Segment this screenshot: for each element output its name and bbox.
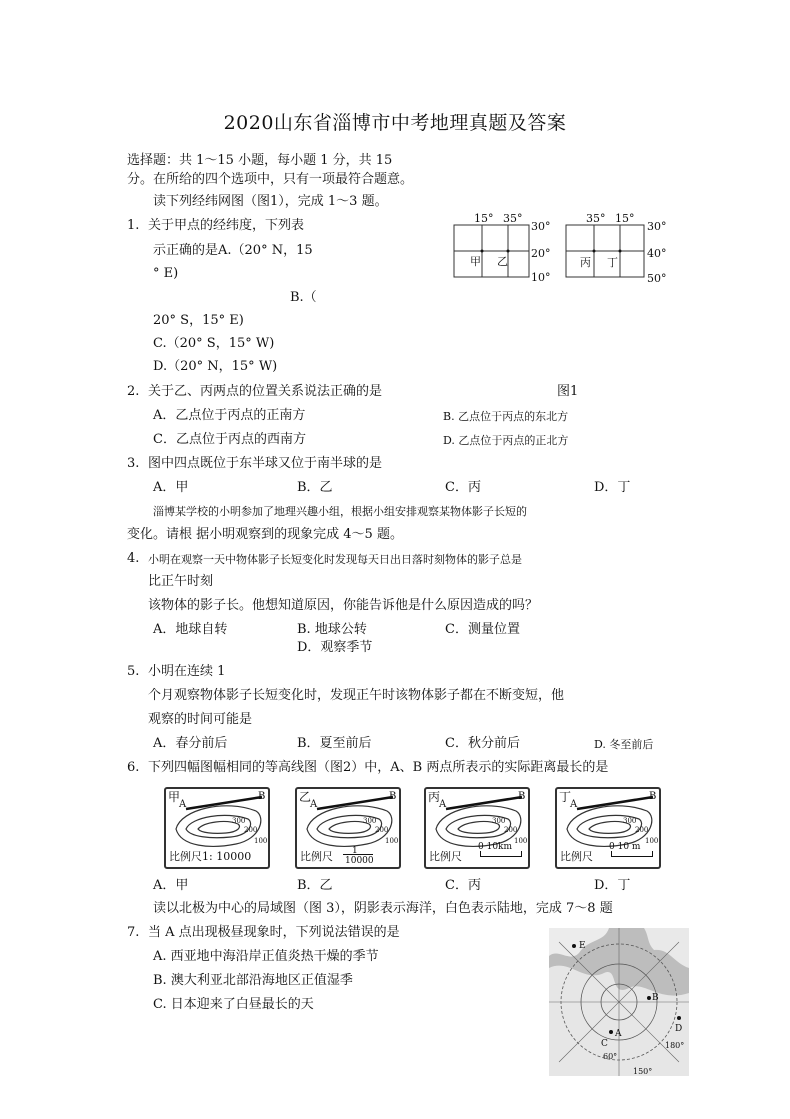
q4-stem-2: 比正午时刻 xyxy=(148,574,214,589)
q2-option-d: D. 乙点位于丙点的正北方 xyxy=(443,434,569,447)
contour-scale-denominator: 10000 xyxy=(345,856,374,866)
fig3-point-e xyxy=(572,944,576,948)
fig1-left-lon-1: 15° xyxy=(474,212,494,225)
q3-option-b: B．乙 xyxy=(297,480,333,495)
q3-stem: 图中四点既位于东半球又位于南半球的是 xyxy=(148,456,383,471)
q4-option-d: D．观察季节 xyxy=(297,640,373,655)
contour-map-3 xyxy=(424,787,530,869)
q2-number: 2. xyxy=(127,384,140,399)
contour-map-name: 甲 xyxy=(168,790,181,804)
fig3-label-a: A xyxy=(615,1029,622,1039)
q4-number: 4. xyxy=(127,551,140,566)
q3-number: 3. xyxy=(127,456,140,471)
fig1-label-bing: 丙 xyxy=(580,256,591,269)
fig3-point-b xyxy=(647,996,651,1000)
q1-option-b-label: B.（ xyxy=(290,290,317,305)
contour-point-a: A xyxy=(179,799,187,810)
contour-label-100: 100 xyxy=(254,837,268,845)
q1-stem: 关于甲点的经纬度，下列表 xyxy=(148,218,305,233)
q6-number: 6. xyxy=(127,760,140,775)
q5-stem-3: 观察的时间可能是 xyxy=(148,712,253,727)
q6-option-d: D．丁 xyxy=(594,878,631,893)
contour-label-200: 200 xyxy=(504,826,518,834)
contour-label-200: 200 xyxy=(244,826,258,834)
contour-point-b: B xyxy=(258,791,266,802)
intro-line-2: 分。在所给的四个选项中，只有一项最符合题意。 xyxy=(127,172,414,187)
fig1-left-lon-2: 35° xyxy=(503,212,523,225)
contour-label-200: 200 xyxy=(635,826,649,834)
q4-stem: 小明在观察一天中物体影子长短变化时发现每天日出日落时刻物体的影子总是 xyxy=(148,553,522,566)
contour-label-100: 100 xyxy=(514,837,528,845)
page-title: 2020山东省淄博市中考地理真题及答案 xyxy=(223,112,567,134)
fig1-right-lat-2: 40° xyxy=(647,247,667,260)
fig1-right-lat-1: 30° xyxy=(647,220,667,233)
fig1-caption: 图1 xyxy=(557,384,579,399)
q2-option-b: B. 乙点位于丙点的东北方 xyxy=(443,410,569,423)
q4-option-a: A．地球自转 xyxy=(153,622,228,637)
fig1-right-lon-1: 35° xyxy=(586,212,606,225)
contour-label-100: 100 xyxy=(645,837,659,845)
fig3-point-d xyxy=(677,1016,681,1020)
contour-point-b: B xyxy=(518,791,526,802)
fig3-label-180: 180° xyxy=(665,1041,685,1050)
contour-scale-label: 比例尺1: 10000 xyxy=(169,850,252,863)
fig1-right-lon-2: 15° xyxy=(615,212,635,225)
fig3-point-a xyxy=(609,1030,613,1034)
contour-point-a: A xyxy=(570,799,578,810)
contour-scale-numerator: 1 xyxy=(352,846,358,856)
q4-stem-3: 该物体的影子长。他想知道原因，你能告诉他是什么原因造成的吗？ xyxy=(148,598,539,613)
q2-stem: 关于乙、丙两点的位置关系说法正确的是 xyxy=(148,384,383,399)
fig1-left-lat-3: 10° xyxy=(531,271,551,284)
passage-2-line-1: 淄博某学校的小明参加了地理兴趣小组，根据小组安排观察某物体影子长短的 xyxy=(153,505,527,518)
q7-number: 7. xyxy=(127,925,140,940)
q1-number: 1. xyxy=(127,218,140,233)
contour-point-a: A xyxy=(439,799,447,810)
q5-stem: 小明在连续 1 xyxy=(148,664,226,679)
contour-map-name: 丙 xyxy=(428,790,441,804)
q1-stem-2: 示正确的是A.（20° N，15 xyxy=(153,243,313,258)
contour-scale-bar-label: 0 10km xyxy=(478,842,513,852)
contour-map-1 xyxy=(164,787,270,869)
figure-1-latlong-grid xyxy=(450,210,680,285)
q7-stem: 当 A 点出现极昼现象时，下列说法错误的是 xyxy=(148,925,400,940)
contour-point-a: A xyxy=(310,799,318,810)
q5-option-a: A．春分前后 xyxy=(153,736,228,751)
fig3-label-d: D xyxy=(675,1024,683,1034)
fig3-label-b: B xyxy=(652,993,659,1003)
contour-map-name: 丁 xyxy=(559,790,572,804)
fig1-point-ding xyxy=(619,250,622,253)
q1-option-b: 20° S，15° E) xyxy=(153,313,244,328)
fig1-left-lat-2: 20° xyxy=(531,247,551,260)
q5-stem-2: 个月观察物体影子长短变化时，发现正午时该物体影子都在不断变短，他 xyxy=(148,688,565,703)
q5-number: 5. xyxy=(127,664,140,679)
fig3-label-c: C xyxy=(601,1039,608,1049)
fig1-right-lat-3: 50° xyxy=(647,272,667,285)
contour-scale-bar-label: 0 10 m xyxy=(609,842,641,852)
intro-lead: 读下列经纬网图（图1），完成 1～3 题。 xyxy=(153,194,388,209)
q6-stem: 下列四幅图幅相同的等高线图（图2）中，A、B 两点所表示的实际距离最长的是 xyxy=(148,760,609,775)
contour-scale-label: 比例尺 xyxy=(300,850,333,863)
contour-map-4 xyxy=(555,787,661,869)
fig1-point-yi xyxy=(507,250,510,253)
contour-point-b: B xyxy=(649,791,657,802)
q7-option-c: C. 日本迎来了白昼最长的天 xyxy=(153,997,314,1012)
fig1-label-jia: 甲 xyxy=(470,255,481,268)
fig3-label-60: 60° xyxy=(603,1052,618,1061)
figure-3-polar-map xyxy=(549,928,689,1076)
q3-option-d: D．丁 xyxy=(594,480,631,495)
contour-label-300: 300 xyxy=(363,817,377,825)
contour-map-2 xyxy=(295,787,401,869)
q6-option-b: B．乙 xyxy=(297,878,333,893)
q6-option-c: C．丙 xyxy=(445,878,481,893)
q3-option-c: C．丙 xyxy=(445,480,481,495)
contour-point-b: B xyxy=(389,791,397,802)
q1-option-c: C.（20° S，15° W) xyxy=(153,336,275,351)
contour-scale-label: 比例尺 xyxy=(560,850,593,863)
contour-scale-label: 比例尺 xyxy=(429,850,462,863)
contour-label-200: 200 xyxy=(375,826,389,834)
fig1-left-lat-1: 30° xyxy=(531,220,551,233)
fig1-point-bing xyxy=(593,250,596,253)
q4-option-c: C．测量位置 xyxy=(445,622,520,637)
contour-label-300: 300 xyxy=(492,817,506,825)
contour-label-100: 100 xyxy=(385,837,399,845)
q2-option-c: C．乙点位于丙点的西南方 xyxy=(153,432,306,447)
q3-option-a: A．甲 xyxy=(153,480,189,495)
fig3-label-e: E xyxy=(579,941,586,951)
q5-option-d: D. 冬至前后 xyxy=(594,738,654,751)
q4-option-b: B. 地球公转 xyxy=(297,622,367,637)
fig1-label-ding: 丁 xyxy=(607,256,618,269)
q1-option-d: D.（20° N，15° W) xyxy=(153,359,278,374)
q2-option-a: A．乙点位于丙点的正南方 xyxy=(153,408,306,423)
passage-2-line-2: 变化。请根 据小明观察到的现象完成 4～5 题。 xyxy=(127,527,403,542)
q1-stem-3: ° E) xyxy=(153,266,179,281)
q5-option-b: B．夏至前后 xyxy=(297,736,372,751)
q7-option-a: A. 西亚地中海沿岸正值炎热干燥的季节 xyxy=(153,949,379,964)
contour-map-name: 乙 xyxy=(299,790,312,804)
passage-3: 读以北极为中心的局域图（图 3），阴影表示海洋，白色表示陆地，完成 7～8 题 xyxy=(153,901,613,916)
fig1-point-jia xyxy=(481,250,484,253)
fig1-label-yi: 乙 xyxy=(497,255,508,268)
fig3-label-150: 150° xyxy=(633,1067,653,1076)
contour-scale-fraction-bar xyxy=(343,854,373,855)
q7-option-b: B. 澳大利亚北部沿海地区正值湿季 xyxy=(153,973,353,988)
q5-option-c: C．秋分前后 xyxy=(445,736,520,751)
contour-label-300: 300 xyxy=(232,817,246,825)
contour-label-300: 300 xyxy=(623,817,637,825)
q6-option-a: A．甲 xyxy=(153,878,189,893)
intro-line-1: 选择题：共 1～15 小题，每小题 1 分，共 15 xyxy=(127,153,393,168)
